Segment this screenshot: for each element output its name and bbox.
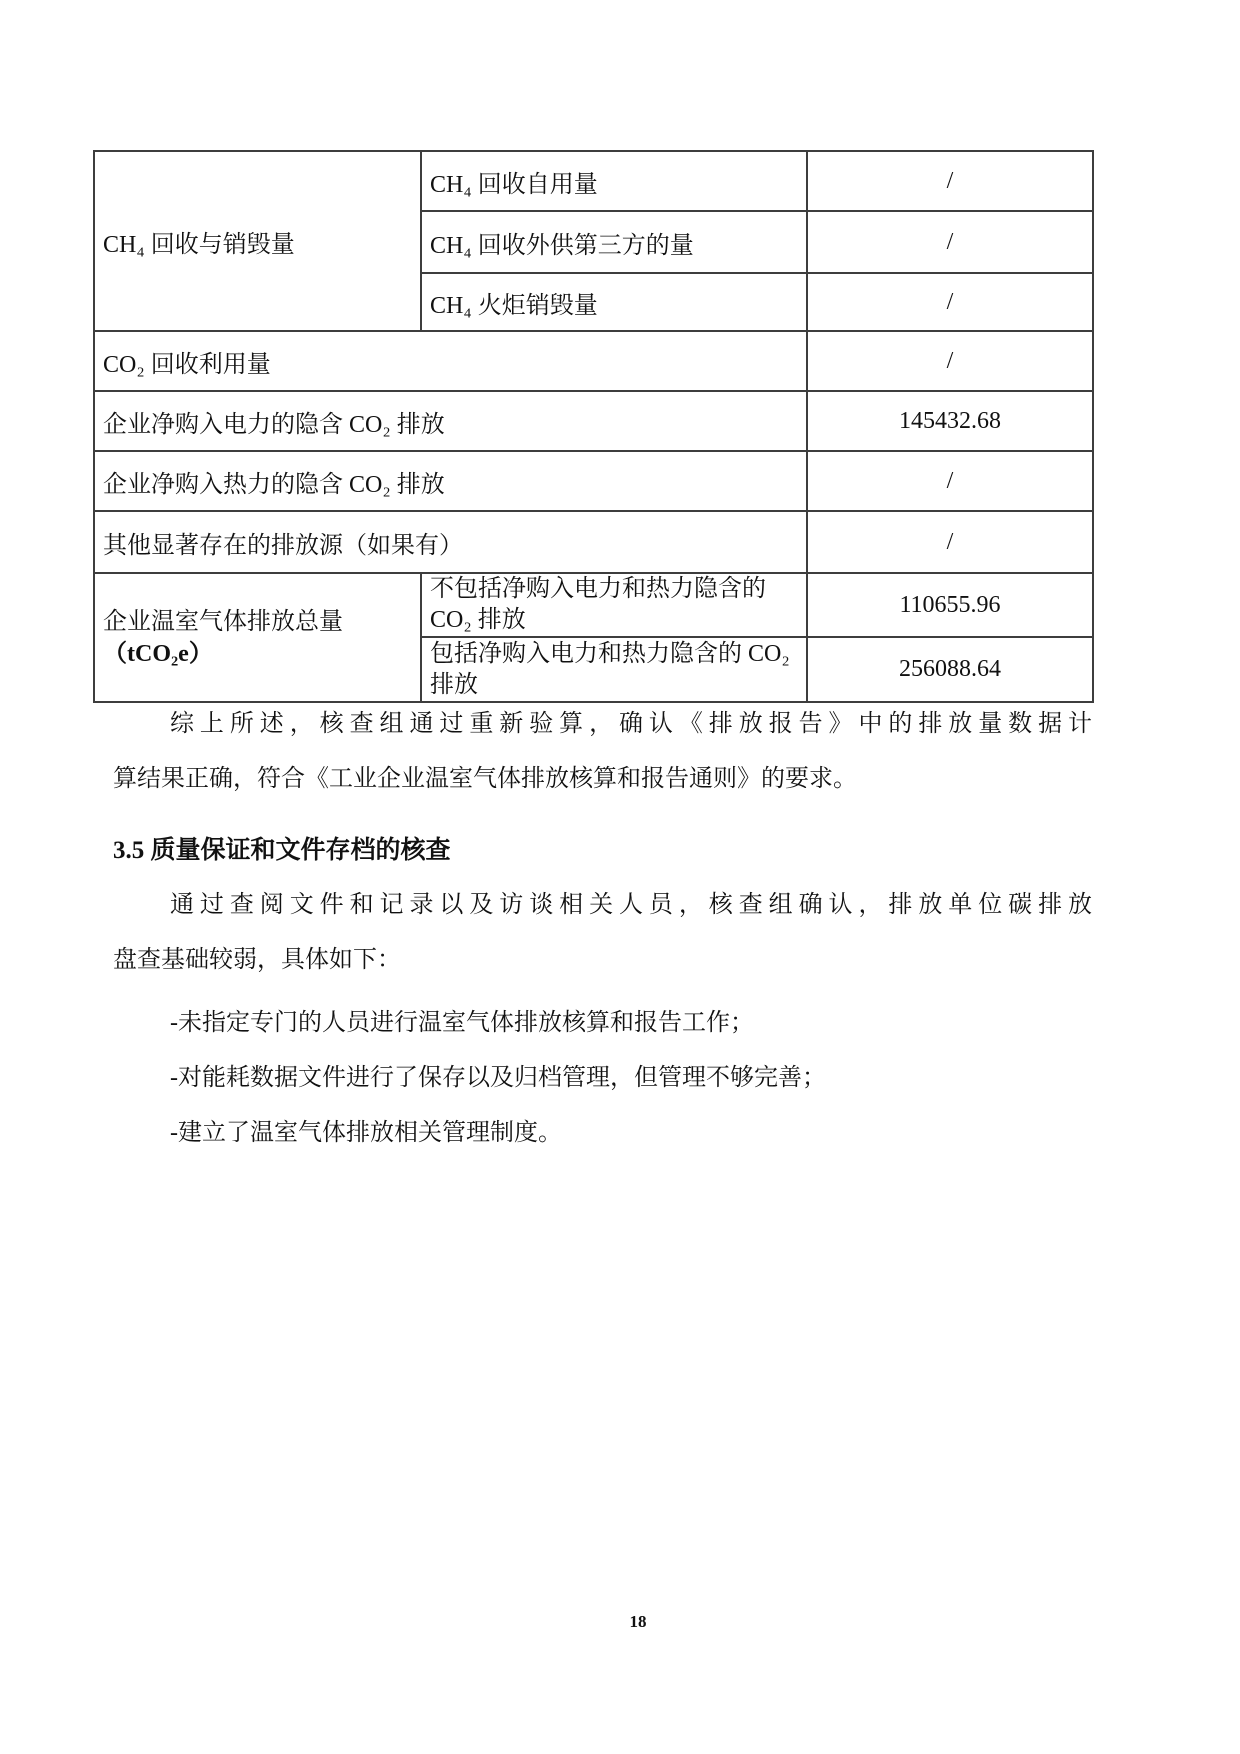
table-row (94, 451, 1093, 511)
list-item: -建立了温室气体排放相关管理制度。 (170, 1120, 562, 1146)
table-row (94, 391, 1093, 451)
table-row (94, 511, 1093, 573)
row-value: / (807, 151, 1093, 211)
row-value: / (807, 511, 1093, 573)
row-label: 包括净购入电力和热力隐含的 CO₂ 排放 (421, 637, 807, 702)
row-label: CH₄ 回收外供第三方的量 (421, 211, 807, 273)
paragraph-line: 算结果正确，符合《工业企业温室气体排放核算和报告通则》的要求。 (113, 766, 857, 792)
section-heading: 3.5 质量保证和文件存档的核查 (113, 837, 451, 864)
list-item: -对能耗数据文件进行了保存以及归档管理，但管理不够完善； (170, 1065, 826, 1091)
row-label: CH₄ 回收自用量 (421, 151, 807, 211)
table-row (94, 151, 1093, 211)
page-number: 18 (629, 1612, 647, 1631)
paragraph-line: 综上所述，核查组通过重新验算，确认《排放报告》中的排放量数据计 (170, 711, 1092, 737)
row-label: CH₄ 火炬销毁量 (421, 273, 807, 331)
row-value: 110655.96 (807, 573, 1093, 637)
total-group-line1: 企业温室气体排放总量 (103, 608, 343, 635)
list-item: -未指定专门的人员进行温室气体排放核算和报告工作； (170, 1010, 754, 1036)
row-label: 企业净购入电力的隐含 CO₂ 排放 (94, 391, 807, 451)
table-row (94, 573, 1093, 637)
row-group-label (94, 573, 421, 702)
row-value: / (807, 211, 1093, 273)
total-group-line2: （tCO₂e） (103, 640, 213, 667)
row-label: 不包括净购入电力和热力隐含的 CO₂ 排放 (421, 573, 807, 637)
row-label: CO₂ 回收利用量 (94, 331, 807, 391)
row-value: / (807, 273, 1093, 331)
paragraph-line: 通过查阅文件和记录以及访谈相关人员，核查组确认，排放单位碳排放 (170, 892, 1092, 918)
row-value: 145432.68 (807, 391, 1093, 451)
row-label: 企业净购入热力的隐含 CO₂ 排放 (94, 451, 807, 511)
row-value: / (807, 331, 1093, 391)
row-value: / (807, 451, 1093, 511)
emissions-table (93, 150, 1094, 703)
paragraph-line: 盘查基础较弱，具体如下： (113, 947, 401, 973)
row-label: 其他显著存在的排放源（如果有） (94, 511, 807, 573)
table-row (94, 331, 1093, 391)
row-value: 256088.64 (807, 637, 1093, 702)
row-group-label: CH₄ 回收与销毁量 (94, 151, 421, 331)
body-text (113, 697, 1092, 1161)
